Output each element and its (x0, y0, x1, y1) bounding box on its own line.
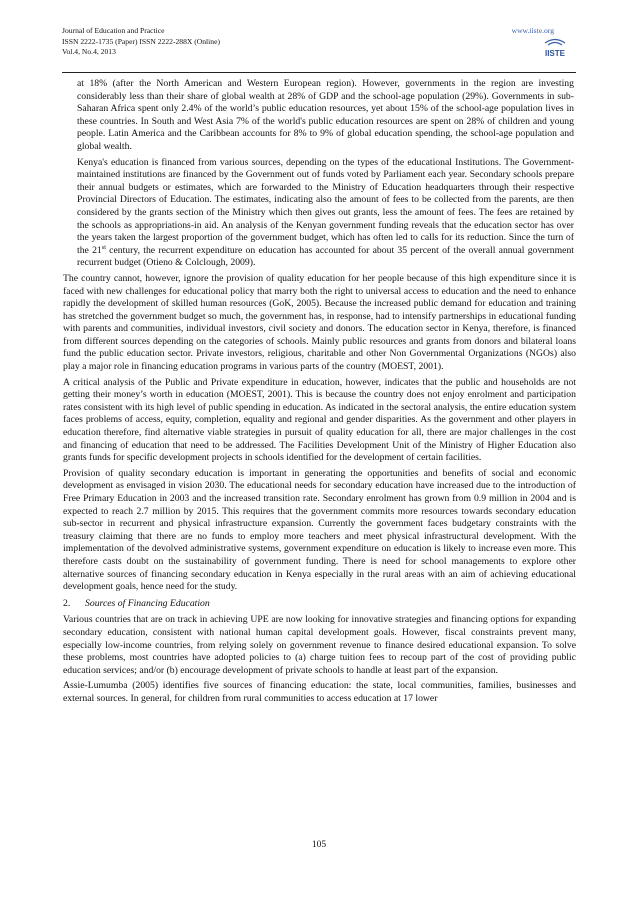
quote-paragraph-2-text: Kenya's education is financed from various sources, depending on the types of the educational Institutions. The Government-maintained institutions are financed by the Government out of funds voted by Parliament each year. Secondary schools prepare their annual budgets or estimates, which are forwarded to the Ministry of Education headquarters through their respective Provincial Directors of Education. The estimates, indicating also the amount of fees to be collected from the parents, are then considered by the grants section of the Ministry which then gives out grants, less the amount of fees. The fees are retained by the schools as appropriations-in aid. An analysis of the Kenyan government funding reveals that the education sector has over the years taken the largest proportion of the government budget, which has often led to calls for its reduction. Since the turn of the 21 (77, 156, 574, 256)
journal-issn: ISSN 2222-1735 (Paper) ISSN 2222-288X (Online) (62, 36, 220, 46)
section-title: Sources of Financing Education (85, 597, 210, 609)
body-paragraph-3: Provision of quality secondary education is important in generating the opportunities and benefits of social and economic development as envisaged in vision 2030. The educational needs for secondary education have increased due to the introduction of Free Primary Education in 2003 and the increased transition rate. Secondary enrolment has grown from 0.9 million in 2004 and is expected to reach 2.7 million by 2015. This requires that the government commits more resources towards secondary education sub-sector in recurrent and physical infrastructure expansion. Currently the government faces budgetary constraints with the treasury claiming that there are no funds to employ more teachers and meet physical infrastructural development. With the implementation of the devolved administrative systems, government expenditure on education is likely to increase even more. This therefore casts doubt on the sustainability of government funding. There is need for school managements to explore other alternative sources of financing secondary education in Kenya especially in the rural areas with an aim of achieving educational development goals, hence need for the study. (63, 467, 576, 593)
body-paragraph-4: Various countries that are on track in achieving UPE are now looking for innovative strategies and financing options for expanding secondary education, consistent with national human capital development goals. However, fiscal constraints prevent many, especially low-income countries, from relying solely on government revenue to finance desired educational expansion. To solve these problems, most countries have adopted policies to (a) charge tuition fees to recoup part of the cost of providing public education services; and/or (b) encourage development of private schools to handle at least part of the expansion. (63, 614, 576, 676)
section-heading (63, 598, 576, 611)
body-paragraph-1: The country cannot, however, ignore the provision of quality education for her people because of this high expenditure since it is faced with new challenges for educational policy that marry both the right to universal access to education and the need to enhance rapidly the development of skilled human resources (GoK, 2005). Because the increased public demand for education and training has stretched the government budget so much, the government has, in response, had to intensify partnerships in educational funding with parents and communities, individual investors, civil society and donors. The education sector in Kenya, therefore, is financed from different sources depending on the categories of schools. Mainly public resources and grants from donors and bilateral loans fund the public education sector. Private investors, religious, charitable and other Non Governmental Organizations (NGOs) also play a major role in financing education programs in various parts of the country (MOEST, 2001). (63, 272, 576, 373)
page-header (62, 26, 576, 70)
quote-paragraph-2-end: century, the recurrent expenditure on education has accounted for about 35 percent of the overall annual government recurrent budget (Otieno & Colclough, 2009). (77, 244, 574, 269)
header-rule (62, 72, 576, 73)
iiste-logo-icon (542, 37, 568, 59)
article-body (63, 78, 576, 709)
journal-volume: Vol.4, No.4, 2013 (62, 47, 116, 56)
section-number: 2. (63, 597, 71, 609)
body-paragraph-2: A critical analysis of the Public and Private expenditure in education, however, indicates that the public and households are not getting their money’s worth in education (MOEST, 2001). This is because the country does not enjoy enrolment and participation rates consistent with its high level of public spending in education. As indicated in the sectoral analysis, the entire education system faces problems of access, equity, completion, equality and regional and gender disparities. As the government and other players in education therefore, find alternative viable strategies in pursuit of quality education for all, there are major challenges in the cost and financing of education that need to be addressed. The Facilities Development Unit of the Ministry of Higher Education also grants funds for specific development projects in schools identified for the development of certain facilities. (63, 376, 576, 464)
quote-paragraph-1: at 18% (after the North American and Western European region). However, governments in the region are investing considerably less than their share of global wealth at 28% of GDP and the school-age population (29%). Governments in sub-Saharan Africa spent only 2.4% of the world’s public education resources, yet about 15% of the school-age population lives in these countries. In South and West Asia 7% of the world's public education resources are spent on 28% of children and young people. Latin America and the Caribbean accounts for 8% to 9% of global education spending, the school-age population and global wealth. (77, 78, 574, 152)
quote-paragraph-2 (77, 157, 574, 270)
ordinal-suffix: st (101, 243, 106, 251)
journal-website-link[interactable]: www.iiste.org (511, 26, 554, 35)
logo-text: IISTE (544, 49, 566, 58)
indented-quote (77, 78, 574, 270)
page-number: 105 (311, 840, 327, 850)
journal-title: Journal of Education and Practice (62, 26, 165, 35)
body-paragraph-5: Assie-Lumumba (2005) identifies five sources of financing education: the state, local communities, families, businesses and external sources. In general, for children from rural communities to access education at 17 lower (63, 680, 576, 704)
